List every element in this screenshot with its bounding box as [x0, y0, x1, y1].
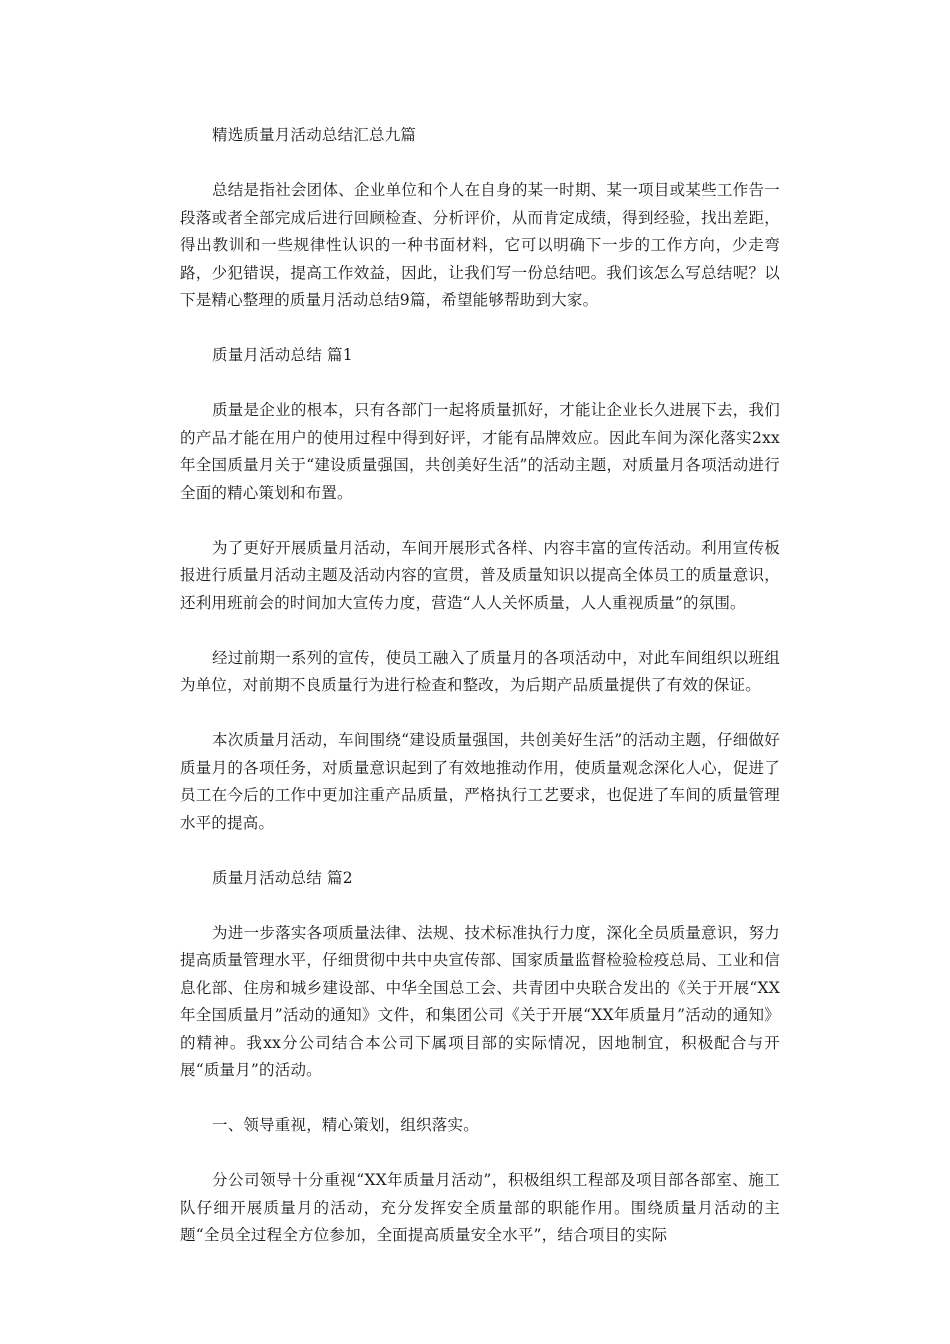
- section-1-heading: 质量月活动总结 篇1: [212, 346, 353, 364]
- document-page: [180, 122, 780, 1277]
- section-1-paragraph: 质量是企业的根本，只有各部门一起将质量抓好，才能让企业长久进展下去，我们的产品才能在用户的使用过程中得到好评，才能有品牌效应。因此车间为深化落实2xx年全国质量月关于“建设质量强国，共创美好生活”的活动主题，对质量月各项活动进行全面的精心策划和布置。: [180, 401, 780, 502]
- section-1-paragraph: 经过前期一系列的宣传，使员工融入了质量月的各项活动中，对此车间组织以班组为单位，对前期不良质量行为进行检查和整改，为后期产品质量提供了有效的保证。: [180, 648, 780, 694]
- section-2-paragraph: 为进一步落实各项质量法律、法规、技术标准执行力度，深化全员质量意识，努力提高质量管理水平，仔细贯彻中共中央宣传部、国家质量监督检验检疫总局、工业和信息化部、住房和城乡建设部、中华全国总工会、共青团中央联合发出的《关于开展“XX年全国质量月”活动的通知》文件，和集团公司《关于开展“XX年质量月”活动的通知》的精神。我xx分公司结合本公司下属项目部的实际情况，因地制宜，积极配合与开展“质量月”的活动。: [180, 923, 780, 1079]
- section-2-heading: 质量月活动总结 篇2: [212, 868, 353, 887]
- document-title: 精选质量月活动总结汇总九篇: [212, 126, 417, 144]
- section-2-subheading: 一、领导重视，精心策划，组织落实。: [212, 1116, 479, 1134]
- section-1-paragraph: 为了更好开展质量月活动，车间开展形式各样、内容丰富的宣传活动。利用宣传板报进行质量月活动主题及活动内容的宣贯，普及质量知识以提高全体员工的质量意识，还利用班前会的时间加大宣传力度，营造“人人关怀质量，人人重视质量”的氛围。: [180, 538, 780, 612]
- section-2-paragraph: 分公司领导十分重视“XX年质量月活动”，积极组织工程部及项目部各部室、施工队仔细开展质量月的活动，充分发挥安全质量部的职能作用。围绕质量月活动的主题“全员全过程全方位参加，全面提高质量安全水平”，结合项目的实际: [180, 1171, 780, 1244]
- section-1-paragraph: 本次质量月活动，车间围绕“建设质量强国，共创美好生活”的活动主题，仔细做好质量月的各项任务，对质量意识起到了有效地推动作用，使质量观念深化人心，促进了员工在今后的工作中更加注重产品质量，严格执行工艺要求，也促进了车间的质量管理水平的提高。: [180, 731, 780, 832]
- intro-paragraph: 总结是指社会团体、企业单位和个人在自身的某一时期、某一项目或某些工作告一段落或者全部完成后进行回顾检查、分析评价，从而肯定成绩，得到经验，找出差距，得出教训和一些规律性认识的一种书面材料，它可以明确下一步的工作方向，少走弯路，少犯错误，提高工作效益，因此，让我们写一份总结吧。我们该怎么写总结呢？以下是精心整理的质量月活动总结9篇，希望能够帮助到大家。: [180, 181, 780, 309]
